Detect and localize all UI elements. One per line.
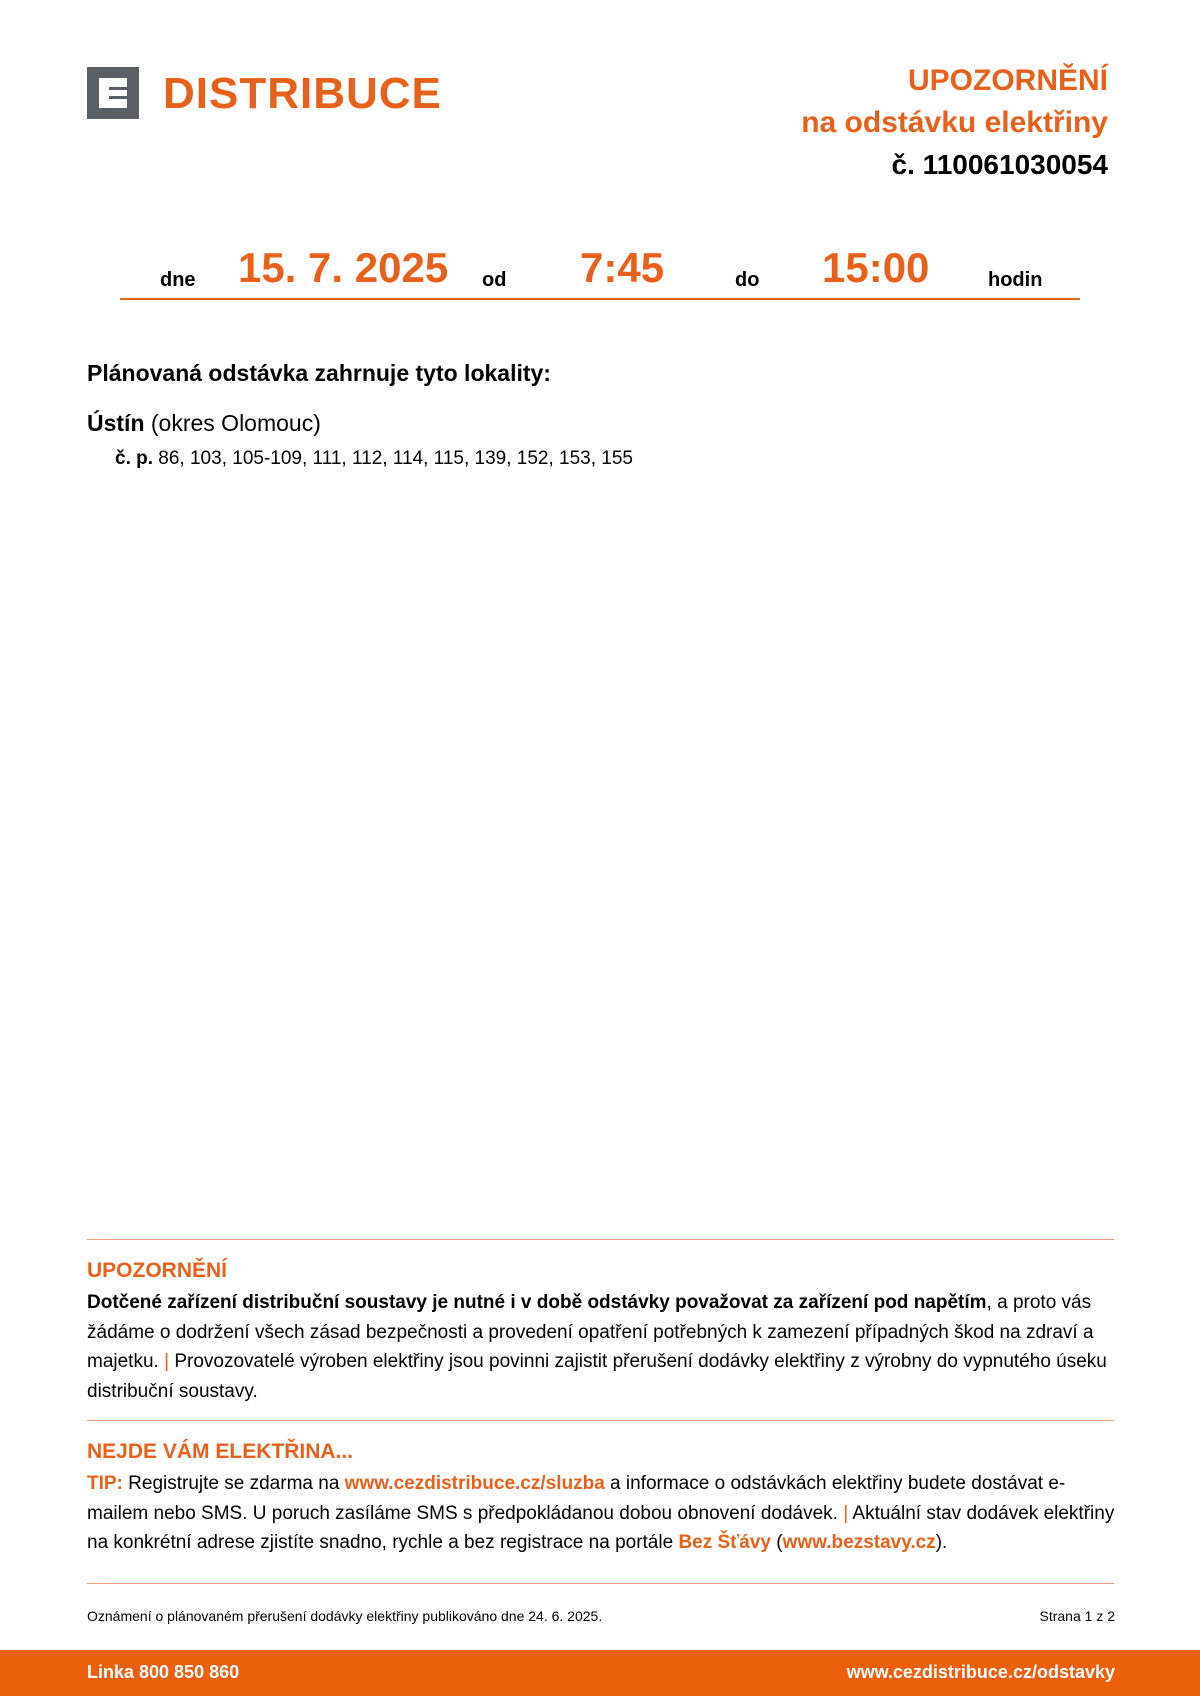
from-label: od: [482, 269, 507, 291]
warning-text: [87, 1288, 1117, 1406]
location-place: [87, 410, 321, 437]
to-label: do: [735, 269, 760, 291]
from-time: 7:45: [580, 244, 665, 291]
tip-label: TIP:: [87, 1473, 123, 1494]
separator: |: [843, 1502, 849, 1524]
to-time: 15:00: [822, 244, 930, 291]
tip-text: [87, 1469, 1117, 1558]
warning-text-1: , a proto vás žádáme o dodržení všech zásad bezpečnosti a provedení opatření potřebných k zamezení případných škod na zdraví a majetku.: [87, 1292, 1094, 1372]
brand-name: DISTRIBUCE: [163, 69, 442, 118]
date-label: dne: [160, 269, 196, 291]
locations-title: Plánovaná odstávka zahrnuje tyto lokality:: [87, 360, 551, 386]
tip-heading: NEJDE VÁM ELEKTŘINA...: [87, 1440, 354, 1463]
tip-text-1: Registrujte se zdarma na: [128, 1473, 340, 1494]
cez-logo-icon: [87, 67, 139, 119]
close-paren: ).: [935, 1532, 948, 1553]
divider: [87, 1583, 1114, 1584]
warning-heading: UPOZORNĚNÍ: [87, 1259, 228, 1282]
warning-bold: Dotčené zařízení distribuční soustavy je nutné i v době odstávky považovat za zařízení pod napětím: [87, 1292, 987, 1313]
outage-date: 15. 7. 2025: [238, 244, 449, 291]
open-paren: (: [776, 1532, 783, 1553]
outages-website-link[interactable]: www.cezdistribuce.cz/odstavky: [846, 1662, 1115, 1682]
published-note: Oznámení o plánovaném přerušení dodávky elektřiny publikováno dne 24. 6. 2025.: [87, 1608, 603, 1624]
house-label: č. p.: [115, 448, 154, 469]
footer-bar: [0, 1650, 1200, 1696]
bezstavy-link[interactable]: www.bezstavy.cz: [782, 1532, 936, 1553]
page-number: Strana 1 z 2: [1039, 1608, 1115, 1624]
notice-subtitle: na odstávku elektřiny: [801, 106, 1108, 139]
notice-block: [801, 60, 1108, 186]
notice-number: č. 110061030054: [891, 149, 1108, 180]
schedule-row: [120, 240, 1080, 300]
notice-title: UPOZORNĚNÍ: [907, 64, 1108, 97]
house-numbers: [115, 448, 633, 470]
divider: [87, 1420, 1114, 1421]
hotline[interactable]: Linka 800 850 860: [87, 1662, 240, 1682]
place-district: (okres Olomouc): [150, 410, 321, 436]
tip-text-2: a informace o odstávkách elektřiny budete dostávat e-mailem nebo SMS. U poruch zasíláme SMS s předpokládanou dobou obnovení dodávek.: [87, 1473, 1066, 1524]
divider: [87, 1239, 1114, 1240]
hours-label: hodin: [988, 269, 1043, 291]
warning-text-2: Provozovatelé výroben elektřiny jsou povinni zajistit přerušení dodávky elektřiny z výrobny do vypnutého úseku distribuční soustavy.: [87, 1351, 1107, 1402]
place-name: Ústín: [87, 410, 145, 436]
portal-name: Bez Šťávy: [678, 1532, 771, 1553]
house-list: 86, 103, 105-109, 111, 112, 114, 115, 139, 152, 153, 155: [158, 448, 633, 469]
tip-text-3: Aktuální stav dodávek elektřiny na konkrétní adrese zjistíte snadno, rychle a bez registrace na portále: [87, 1502, 1115, 1553]
separator: |: [164, 1351, 170, 1372]
service-link[interactable]: www.cezdistribuce.cz/sluzba: [344, 1473, 605, 1494]
